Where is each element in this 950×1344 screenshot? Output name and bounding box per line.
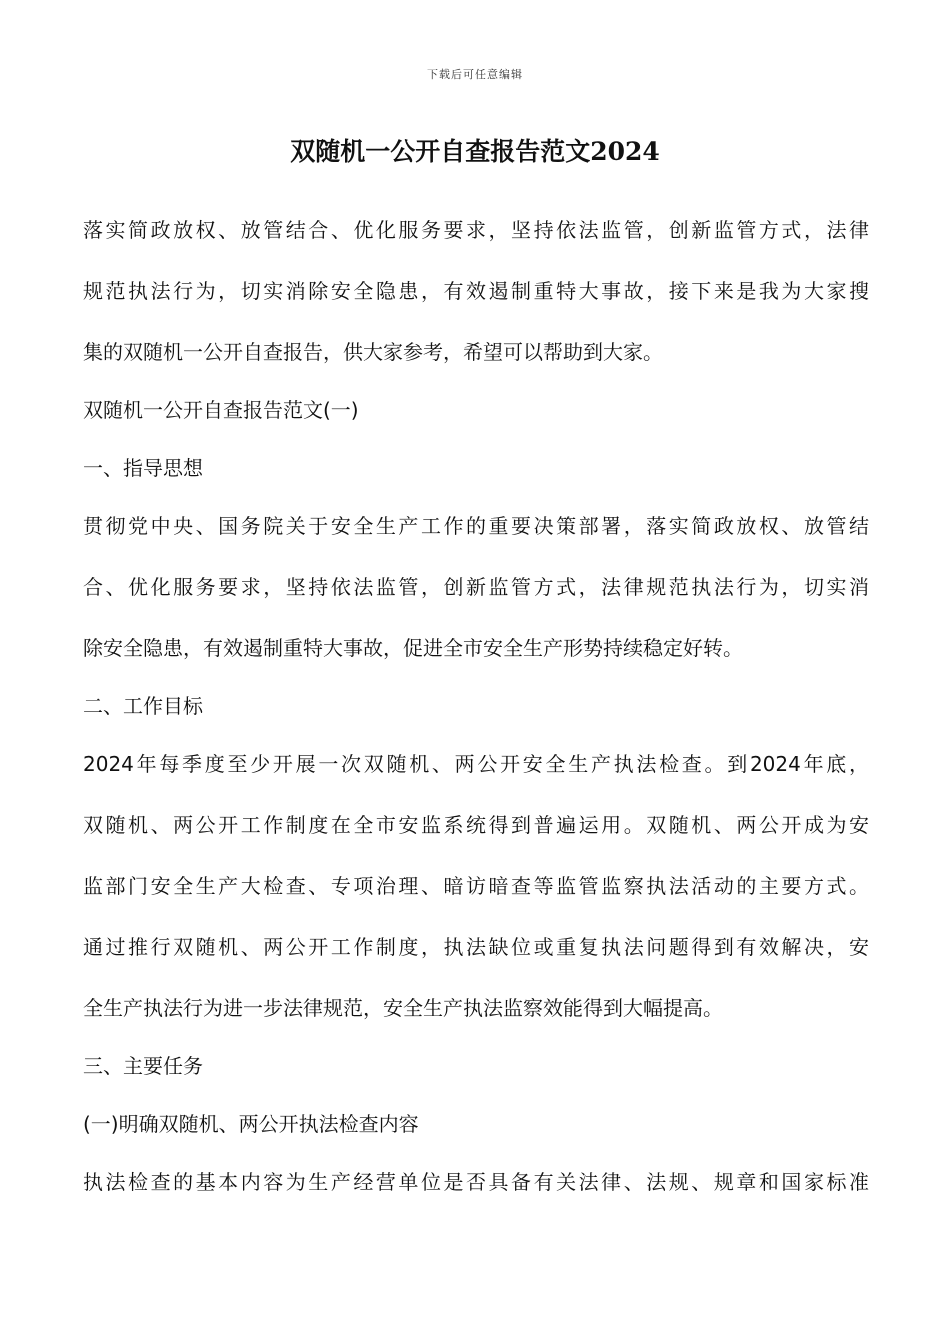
goals-line-4: 通过推行双随机、两公开工作制度，执法缺位或重复执法问题得到有效解决，安 xyxy=(83,935,869,959)
goals-line-3: 监部门安全生产大检查、专项治理、暗访暗查等监管监察执法活动的主要方式。 xyxy=(83,874,869,898)
ideology-line-1: 贯彻党中央、国务院关于安全生产工作的重要决策部署，落实简政放权、放管结 xyxy=(83,514,869,538)
heading-guiding-ideology: 一、指导思想 xyxy=(83,456,203,480)
heading-main-tasks: 三、主要任务 xyxy=(83,1054,203,1078)
intro-line-2: 规范执法行为，切实消除安全隐患，有效遏制重特大事故，接下来是我为大家搜 xyxy=(83,279,869,303)
goals-line-2: 双随机、两公开工作制度在全市安监系统得到普遍运用。双随机、两公开成为安 xyxy=(83,813,869,837)
section-heading-sample-1: 双随机一公开自查报告范文(一) xyxy=(83,398,359,422)
header-note: 下载后可任意编辑 xyxy=(427,68,523,81)
heading-work-goals: 二、工作目标 xyxy=(83,694,203,718)
ideology-line-3: 除安全隐患，有效遏制重特大事故，促进全市安全生产形势持续稳定好转。 xyxy=(83,636,743,660)
intro-line-1: 落实简政放权、放管结合、优化服务要求，坚持依法监管，创新监管方式，法律 xyxy=(83,218,869,242)
inspection-line-1: 执法检查的基本内容为生产经营单位是否具备有关法律、法规、规章和国家标准 xyxy=(83,1170,869,1194)
goals-line-1: 2024年每季度至少开展一次双随机、两公开安全生产执法检查。到2024年底， xyxy=(83,752,869,776)
goals-line-5: 全生产执法行为进一步法律规范，安全生产执法监察效能得到大幅提高。 xyxy=(83,996,723,1020)
document-title: 双随机一公开自查报告范文2024 xyxy=(290,137,660,166)
subheading-inspection-content: (一)明确双随机、两公开执法检查内容 xyxy=(83,1112,419,1136)
intro-line-3: 集的双随机一公开自查报告，供大家参考，希望可以帮助到大家。 xyxy=(83,340,663,364)
document-body xyxy=(83,215,869,1197)
ideology-line-2: 合、优化服务要求，坚持依法监管，创新监管方式，法律规范执法行为，切实消 xyxy=(83,575,869,599)
